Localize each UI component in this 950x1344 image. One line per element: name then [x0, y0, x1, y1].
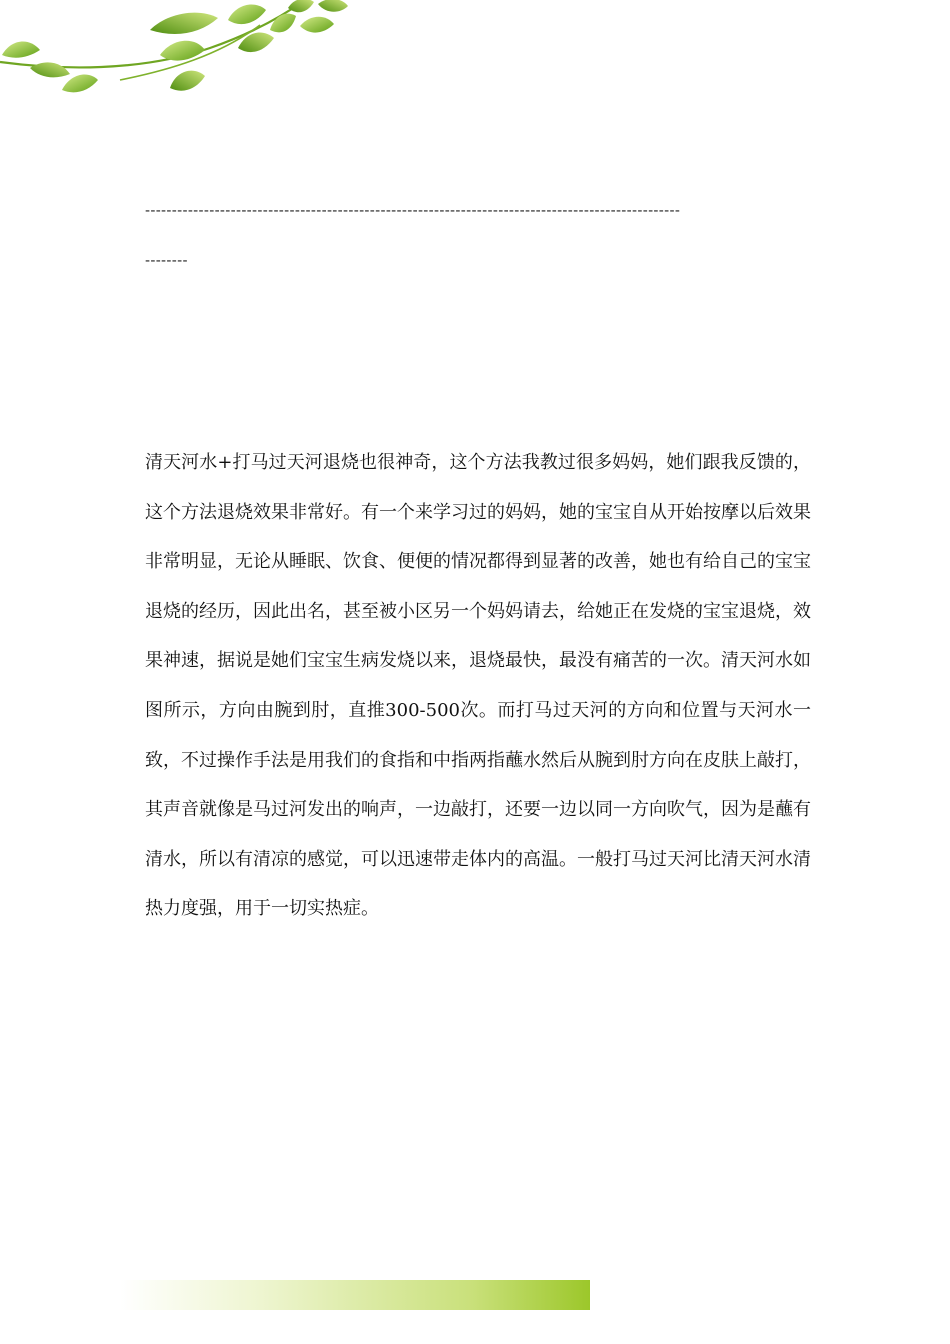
- divider-line: ----------------------------------------------------------------------------------------------------: [145, 203, 681, 219]
- divider-line-continuation: --------: [145, 253, 188, 269]
- article-paragraph: 清天河水+打马过天河退烧也很神奇，这个方法我教过很多妈妈，她们跟我反馈的，这个方法退烧效果非常好。有一个来学习过的妈妈，她的宝宝自从开始按摩以后效果非常明显，无论从睡眠、饮食、便便的情况都得到显著的改善，她也有给自己的宝宝退烧的经历，因此出名，甚至被小区另一个妈妈请去，给她正在发烧的宝宝退烧，效果神速，据说是她们宝宝生病发烧以来，退烧最快，最没有痛苦的一次。清天河水如图所示，方向由腕到肘，直推300-500次。而打马过天河的方向和位置与天河水一致，不过操作手法是用我们的食指和中指两指蘸水然后从腕到肘方向在皮肤上敲打，其声音就像是马过河发出的响声，一边敲打，还要一边以同一方向吹气，因为是蘸有清水，所以有清凉的感觉，可以迅速带走体内的高温。一般打马过天河比清天河水清热力度强，用于一切实热症。: [145, 452, 811, 920]
- footer-gradient-bar: [120, 1280, 590, 1310]
- leaf-vine-icon: [0, 0, 360, 100]
